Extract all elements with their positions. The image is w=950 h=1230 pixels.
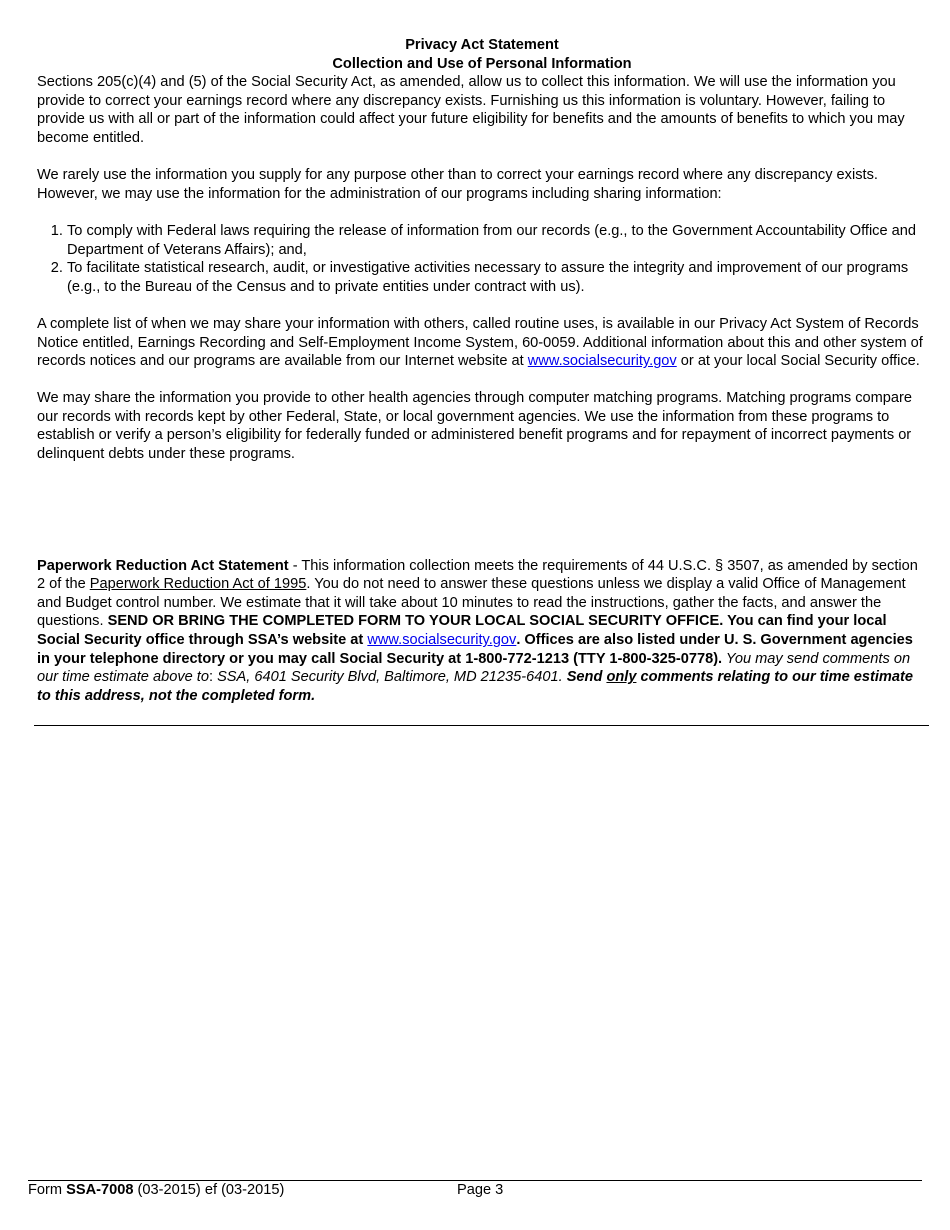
- privacy-subtitle: Collection and Use of Personal Information: [332, 55, 632, 72]
- privacy-list: [37, 222, 927, 296]
- document-body: [37, 36, 927, 705]
- list-item: 2. To facilitate statistical research, audit, or investigative activities necessary to assure the integrity and improvement of our programs (e.g., to the Bureau of the Census and to private entities under contract with us).: [67, 259, 927, 296]
- privacy-paragraph-4: We may share the information you provide to other health agencies through computer matching programs. Matching programs compare our records with records kept by other Federal, State, or local government agencies. We use the information from these programs to establish or verify a person’s eligibility for federally funded or administered benefit programs and for repayment of incorrect payments or delinquent debts under these programs.: [37, 390, 912, 463]
- socialsecurity-link[interactable]: www.socialsecurity.gov: [527, 353, 677, 370]
- paperwork-heading: Paperwork Reduction Act Statement: [37, 557, 289, 574]
- form-label: Form SSA-7008 (03-2015) ef (03-2015): [28, 1182, 285, 1198]
- page-number: Page 3: [457, 1182, 504, 1198]
- form-id: SSA-7008: [66, 1182, 134, 1198]
- page-footer: [28, 1181, 922, 1199]
- paperwork-act-reference: Paperwork Reduction Act of 1995: [89, 576, 307, 593]
- list-item: 1. To comply with Federal laws requiring the release of information from our records (e.g., to the Government Accountability Office and Department of Veterans Affairs); and,: [67, 222, 927, 259]
- privacy-paragraph-3: A complete list of when we may share your information with others, called routine uses, is available in our Privacy Act System of Records Notice entitled, Earnings Recording and Self-Employment Income System, 60-0059. Additional information about this and other system of records notices and our programs are available from our Internet website at www.socialsecurity.gov or at your local Social Security office.: [37, 315, 923, 370]
- privacy-paragraph-1: Sections 205(c)(4) and (5) of the Social Security Act, as amended, allow us to collect this information. We will use the information you provide to correct your earnings record where any discrepancy exists. Furnishing us this information is voluntary. However, failing to provide us with all or part of the information could affect your future eligibility for benefits and the amounts of benefits to which you may become entitled.: [37, 74, 905, 146]
- section-divider: [34, 725, 929, 726]
- paperwork-statement: Paperwork Reduction Act Statement - This information collection meets the requirements of 44 U.S.C. § 3507, as amended by section 2 of the Paperwork Reduction Act of 1995. You do not need to answer these questions unless we display a valid Office of Management and Budget control number. We estimate that it will take about 10 minutes to read the instructions, gather the facts, and answer the questions. SEND OR BRING THE COMPLETED FORM TO YOUR LOCAL SOCIAL SECURITY OFFICE. You can find your local Social Security office through SSA’s website at www.socialsecurity.gov. Offices are also listed under U. S. Government agencies in your telephone directory or you may call Social Security at 1-800-772-1213 (TTY 1-800-325-0778). You may send comments on our time estimate above to: SSA, 6401 Security Blvd, Baltimore, MD 21235-6401. Send only comments relating to our time estimate to this address, not the completed form.: [37, 557, 918, 704]
- ssa-website-link[interactable]: www.socialsecurity.gov: [367, 632, 517, 649]
- privacy-paragraph-2: We rarely use the information you supply for any purpose other than to correct your earnings record where any discrepancy exists. However, we may use the information for the administration of our programs including sharing information:: [37, 167, 878, 202]
- privacy-title: Privacy Act Statement: [405, 37, 559, 53]
